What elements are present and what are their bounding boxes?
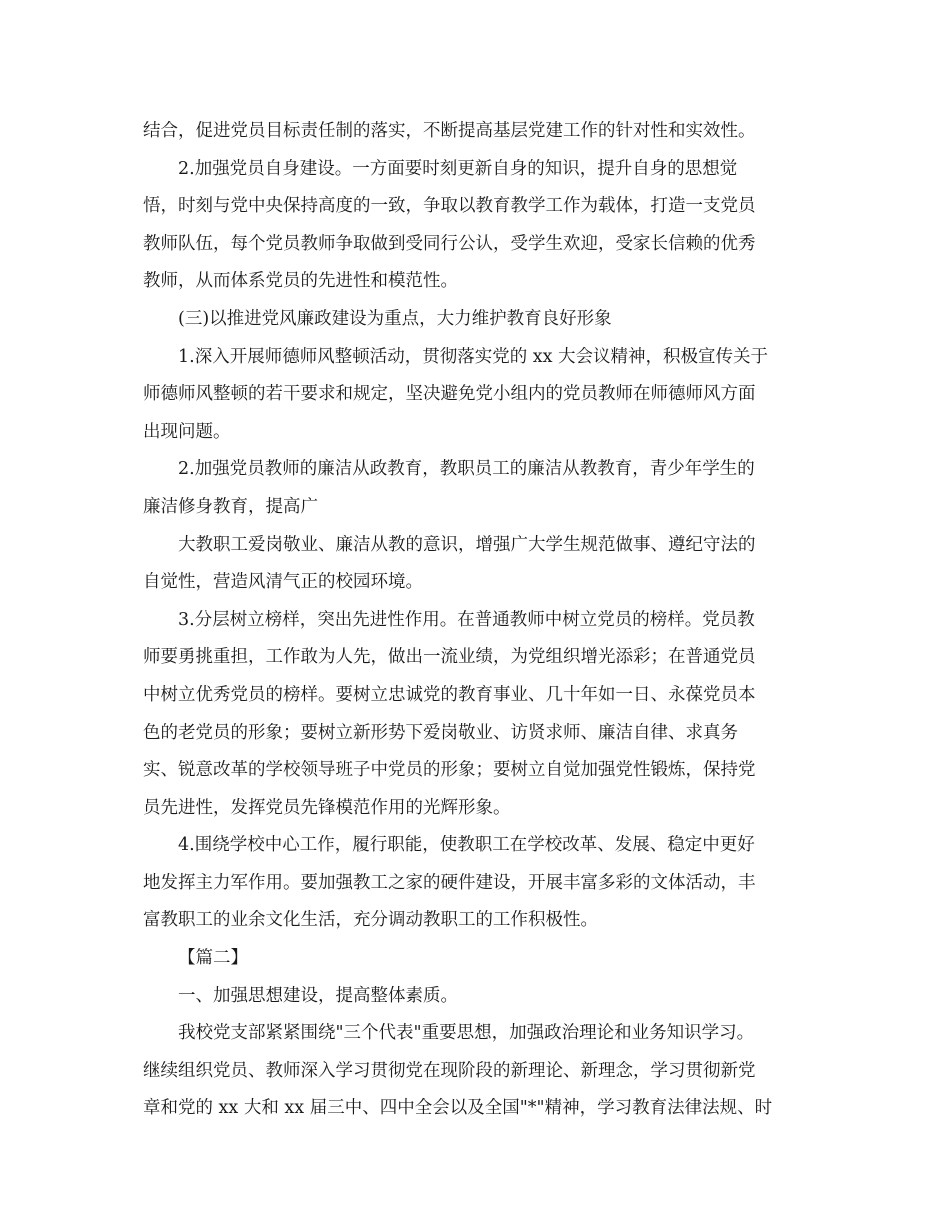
- text-line: 1.深入开展师德师风整顿活动，贯彻落实党的 xx 大会议精神，积极宣传关于: [178, 346, 769, 367]
- text-line: 结合，促进党员目标责任制的落实，不断提高基层党建工作的针对性和实效性。: [143, 121, 756, 141]
- text-line: 2.加强党员自身建设。一方面要时刻更新自身的知识，提升自身的思想觉: [178, 158, 738, 179]
- text-line: 4.围绕学校中心工作，履行职能，使教职工在学校改革、发展、稳定中更好: [178, 835, 755, 856]
- text-line: 师德师风整顿的若干要求和规定，坚决避免党小组内的党员教师在师德师风方面: [143, 384, 756, 405]
- text-line: 中树立优秀党员的榜样。要树立忠诚党的教育事业、几十年如一日、永葆党员本: [143, 684, 756, 705]
- text-line: 实、锐意改革的学校领导班子中党员的形象；要树立自觉加强党性锻炼，保持党: [143, 760, 756, 781]
- text-line: 教师队伍，每个党员教师争取做到受同行公认，受学生欢迎，受家长信赖的优秀: [143, 233, 756, 254]
- text-line: 出现问题。: [143, 421, 231, 442]
- text-line: 2.加强党员教师的廉洁从政教育，教职员工的廉洁从教教育，青少年学生的: [178, 459, 755, 480]
- text-line: 自觉性，营造风清气正的校园环境。: [143, 572, 423, 593]
- text-line: 我校党支部紧紧围绕"三个代表"重要思想，加强政治理论和业务知识学习。: [178, 1023, 755, 1044]
- section-title: 【篇二】: [178, 948, 248, 969]
- text-line: 3.分层树立榜样，突出先进性作用。在普通教师中树立党员的榜样。党员教: [178, 609, 755, 630]
- text-line: 大教职工爱岗敬业、廉洁从教的意识，增强广大学生规范做事、遵纪守法的: [178, 534, 756, 555]
- text-line: 教师，从而体系党员的先进性和模范性。: [143, 271, 458, 292]
- text-line: 悟，时刻与党中央保持高度的一致，争取以教育教学工作为载体，打造一支党员: [143, 196, 756, 217]
- section-heading: (三)以推进党风廉政建设为重点，大力维护教育良好形象: [178, 308, 612, 329]
- text-line: 师要勇挑重担，工作敢为人先，做出一流业绩，为党组织增光添彩；在普通党员: [143, 647, 756, 668]
- text-line: 继续组织党员、教师深入学习贯彻党在现阶段的新理论、新理念，学习贯彻新党: [143, 1060, 756, 1081]
- text-line: 色的老党员的形象；要树立新形势下爱岗敬业、访贤求师、廉洁自律、求真务: [143, 722, 738, 743]
- section-heading: 一、加强思想建设，提高整体素质。: [178, 985, 458, 1006]
- text-line: 地发挥主力军作用。要加强教工之家的硬件建设，开展丰富多彩的文体活动，丰: [143, 872, 756, 893]
- text-line: 廉洁修身教育，提高广: [143, 496, 318, 517]
- document-body: [143, 113, 803, 1128]
- text-line: 章和党的 xx 大和 xx 届三中、四中全会以及全国"*"精神，学习教育法律法规、时: [143, 1098, 773, 1119]
- text-line: 富教职工的业余文化生活，充分调动教职工的工作积极性。: [143, 910, 598, 931]
- text-line: 员先进性，发挥党员先锋模范作用的光辉形象。: [143, 797, 511, 818]
